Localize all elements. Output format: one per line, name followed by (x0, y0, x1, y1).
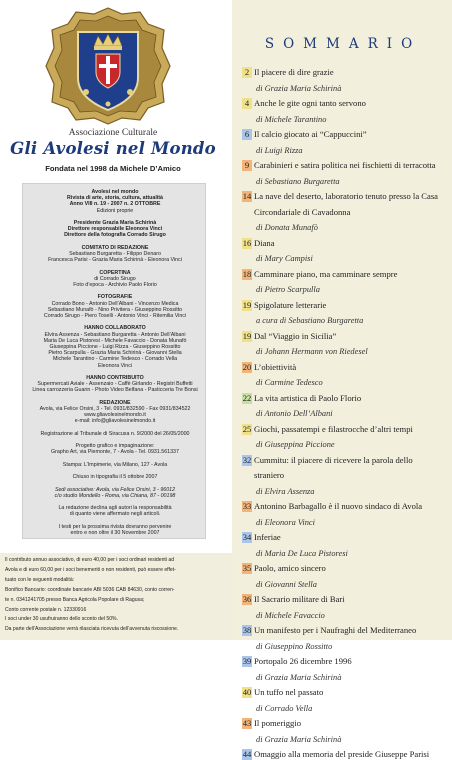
masthead-line: di Corrado Sirugo (94, 275, 136, 282)
membership-note-line: tuato con le seguenti modalità: (5, 576, 75, 583)
toc-entry-author: di Johann Hermann von Riedesel (256, 347, 368, 356)
toc-entry-author: di Grazia Maria Schirinà (256, 672, 342, 682)
masthead-line: Grapho Art, via Piemonte, 7 - Avola - Tel. 0931.561337 (51, 449, 179, 456)
membership-note-line: I soci under 30 usufruiranno dello sconto del 50%. (5, 616, 118, 623)
membership-note-line: Da parte dell’Associazione verrà rilasciata ricevuta dell’avvenuta riscossione. (5, 626, 179, 633)
toc-entry-title[interactable]: Inferiae (254, 532, 281, 542)
masthead-line: Sedi associative: Avola, via Felice Orsini, 3 - 96012 (54, 486, 176, 493)
toc-entry-author: di Michele Favaccio (256, 610, 325, 620)
toc-entry-author: di Luigi Rizza (256, 145, 303, 155)
toc-page-number[interactable]: 14 (242, 191, 252, 201)
membership-note-line: Avola e di euro 60,00 per i soci benemeriti o non residenti, può essere effet- (5, 566, 176, 573)
toc-entry-title[interactable]: Il calcio giocato ai “Cappuccini” (254, 129, 367, 139)
toc-entry-title[interactable]: Antonino Barbagallo è il nuovo sindaco di Avola (254, 501, 423, 511)
masthead-line: Presidente Grazia Maria Schirinà (73, 220, 157, 226)
toc-page-number[interactable]: 43 (242, 718, 252, 728)
toc-page-number[interactable]: 34 (242, 532, 252, 542)
masthead-line: Direttore responsabile Eleonora Vinci (67, 226, 163, 233)
toc-entry-title[interactable]: Carabinieri e satira politica nei fischietti di terracotta (254, 160, 436, 170)
toc-entry-title[interactable]: Un tuffo nel passato (254, 687, 324, 697)
toc-entry-title[interactable]: Portopalo 26 dicembre 1996 (254, 656, 352, 666)
toc-entry-author: di Mary Campisi (256, 254, 313, 263)
membership-note-line: te n. 0341241705 presso Banca Agricola Popolare di Ragusa; (5, 596, 145, 603)
masthead-line: Registrazione al Tribunale di Siracusa n. 9/2000 del 26/05/2000 (40, 430, 190, 437)
masthead-line: Michele Tarantino - Carmine Tedesco - Corrado Vella (52, 356, 178, 363)
membership-note-line: Il contributo annuo associativo, di euro 40,00 per i soci ordinari residenti ad (5, 557, 175, 563)
toc-entry-title[interactable]: Anche le gite ogni tanto servono (254, 98, 366, 108)
masthead-line: Corrado Sirugo - Piero Toselli - Antonio Vinci - Ritemilia Vinci (43, 313, 187, 319)
masthead-line: I testi per la prossima rivista dovranno pervenire (58, 523, 172, 530)
masthead-line: Elvira Assenza - Sebastiano Burgaretta - Antonio Dell’Albani (44, 331, 186, 338)
membership-note-line: Bonifico Bancario: coordinate bancarie ABI 5036 CAB 84630, conto corren- (5, 586, 175, 593)
toc-entry-author: di Donata Munafò (256, 223, 318, 232)
toc-entry-author: di Grazia Maria Schirinà (256, 83, 342, 93)
toc-entry-title[interactable]: L’obiettività (254, 361, 297, 372)
toc-entry-author: di Michele Tarantino (256, 114, 327, 124)
toc-page-number[interactable]: 33 (242, 501, 252, 511)
masthead-line: Avola, via Felice Orsini, 3 - Tel. 0931/832590 - Fax 0931/834522 (39, 406, 191, 412)
masthead-line: REDAZIONE (99, 399, 131, 406)
toc-entry-author: di Antonio Dell’Albani (256, 409, 333, 418)
toc-page-number[interactable]: 25 (242, 423, 252, 434)
toc-entry-author: di Giuseppina Piccione (256, 440, 335, 449)
toc-entry-title[interactable]: Paolo, amico sincero (254, 563, 326, 573)
masthead-line: Edizioni proprie (96, 207, 134, 214)
membership-note-line: Conto corrente postale n. 12330916 (5, 606, 87, 613)
masthead-line: FOTOGRAFIE (97, 294, 133, 301)
toc-entry-title[interactable]: Diana (254, 237, 275, 248)
toc-page-number[interactable]: 35 (242, 563, 252, 573)
masthead-line: Sebastiano Burgaretta - Filippo Denaro (69, 251, 161, 257)
toc-entry-title[interactable]: Camminare piano, ma camminare sempre (254, 268, 398, 279)
toc-page-number[interactable]: 38 (242, 625, 252, 635)
toc-entry-author: di Giovanni Stella (256, 579, 317, 589)
masthead-line: di quanto viene affermato negli articoli. (69, 511, 161, 518)
toc-entry-author: di Maria De Luca Pistoresi (256, 548, 348, 558)
masthead-line: c/o studio Mondello - Roma, via Chiana, 87 - 00198 (54, 492, 176, 499)
masthead-line: Progetto grafico e impaginazione: (75, 443, 155, 450)
toc-page-number[interactable]: 36 (242, 594, 252, 604)
masthead-line: HANNO COLLABORATO (84, 325, 146, 332)
toc-entry-author: a cura di Sebastiano Burgaretta (256, 316, 364, 325)
masthead-line: e-mail: info@gliavolesinelmondo.it (74, 418, 156, 425)
masthead-line: entro e non oltre il 30 Novembre 2007 (70, 530, 160, 536)
toc-entry-author: di Eleonora Vinci (256, 517, 315, 527)
toc-entry-title[interactable]: Cummitu: il piacere di ricevere la parola dello (254, 454, 413, 465)
toc-page-number[interactable]: 32 (242, 454, 252, 465)
toc-entry-title[interactable]: Omaggio alla memoria del preside Giuseppe Parisi (254, 749, 430, 759)
association-name: Gli Avolesi nel Mondo (10, 139, 216, 158)
toc-entry-author: di Giuseppino Rossitto (256, 641, 333, 651)
toc-page-number[interactable]: 4 (242, 98, 252, 109)
toc-entry-author: di Elvira Assenza (256, 486, 315, 496)
masthead-line: www.gliavolesinelmondo.it (84, 412, 146, 419)
masthead-line: Rivista di arte, storia, cultura, attualità (67, 195, 163, 202)
toc-page-number[interactable]: 6 (242, 129, 252, 140)
masthead-line: COPERTINA (99, 269, 131, 276)
toc-entry-title[interactable]: Un manifesto per i Naufraghi del Mediterraneo (254, 625, 417, 635)
toc-entry-title[interactable]: Il pomeriggio (254, 718, 302, 728)
association-label: Associazione Culturale (68, 128, 158, 138)
toc-page-number[interactable]: 19 (242, 330, 252, 341)
masthead-line: Francesca Parisi - Grazia Maria Schirinà - Eleonora Vinci (48, 257, 182, 264)
toc-page-number[interactable]: 40 (242, 687, 252, 697)
masthead-line: COMITATO DI REDAZIONE (81, 244, 149, 251)
toc-page-number[interactable]: 2 (242, 67, 252, 78)
masthead-line: Chiuso in tipografia il 5 ottobre 2007 (72, 474, 158, 481)
toc-entry-title[interactable]: Giochi, passatempi e filastrocche d’altri tempi (254, 423, 413, 434)
toc-entry-title[interactable]: Spigolature letterarie (254, 299, 327, 310)
masthead-line: Corrado Bono - Antonio Dell’Albani - Vincenzo Medica (51, 300, 179, 307)
masthead-line: HANNO CONTRIBUITO (86, 375, 144, 381)
toc-entry-title[interactable]: La vita artistica di Paolo Florio (254, 392, 362, 403)
toc-entry-title[interactable]: Il piacere di dire grazie (254, 67, 334, 77)
toc-entry-author: di Carmine Tedesco (256, 378, 323, 387)
toc-page-number[interactable]: 16 (242, 237, 252, 248)
masthead-line: Sebastiano Munafò - Nino Privitera - Giuseppino Rossitto (47, 306, 183, 313)
sommario-title: SOMMARIO (264, 36, 422, 52)
toc-page-number[interactable]: 18 (242, 268, 252, 279)
masthead-line: Maria De Luca Pistoresi - Michele Favaccio - Donata Munafò (43, 337, 187, 344)
toc-entry-author: di Pietro Scarpulla (256, 285, 320, 294)
toc-entry-title[interactable]: straniero (254, 470, 285, 480)
toc-page-number[interactable]: 9 (242, 160, 252, 171)
toc-page-number[interactable]: 20 (242, 361, 252, 372)
toc-entry-title[interactable]: Il Sacrario militare di Bari (254, 594, 345, 604)
founded-line: Fondata nel 1998 da Michele D’Amico (45, 164, 181, 173)
toc-entry-title[interactable]: Dal “Viaggio in Sicilia” (254, 330, 337, 341)
toc-entry-title[interactable]: Circondariale di Cavadonna (254, 206, 351, 217)
toc-page-number[interactable]: 39 (242, 656, 252, 666)
toc-entry-title[interactable]: La nave del deserto, laboratorio tenuto presso la Casa (254, 191, 438, 201)
masthead-line: Stampa: L’Impimerie, via Milano, 127 - Avola (62, 461, 168, 468)
masthead-line: Foto d’epoca - Archivio Paolo Florio (73, 282, 157, 288)
masthead-line: Pietro Scarpulla - Grazia Maria Schirinà - Giovanni Stella (48, 350, 182, 357)
toc-entry-author: di Grazia Maria Schirinà (256, 734, 342, 744)
toc-entry-author: di Corrado Vella (256, 703, 313, 713)
masthead-line: La redazione declina agli autori la responsabilità (58, 505, 172, 512)
masthead-line: Giuseppina Piccione - Luigi Rizza - Giuseppino Rossitto (49, 344, 181, 350)
masthead-line: Supermercati Aviale - Assenzaio - Caffè Girlando - Registri Buffetti (37, 381, 193, 388)
toc-entry-author: di Sebastiano Burgaretta (256, 176, 340, 186)
toc-page-number[interactable]: 44 (242, 749, 252, 759)
masthead-line: Direttore della fotografia Corrado Sirugo (64, 232, 166, 239)
masthead-line: Eleonora Vinci (97, 362, 133, 369)
masthead-line: Anno VIII n. 19 - 2007 n. 2 OTTOBRE (69, 201, 161, 208)
toc-page-number[interactable]: 19 (242, 299, 252, 310)
toc-page-number[interactable]: 22 (242, 392, 252, 403)
masthead-line: Linea carrozzeria Guarin - Photo Video Belfana - Pasticceria Tre Bonsi (32, 387, 198, 394)
masthead-line: Avolesi nel mondo (91, 189, 139, 195)
